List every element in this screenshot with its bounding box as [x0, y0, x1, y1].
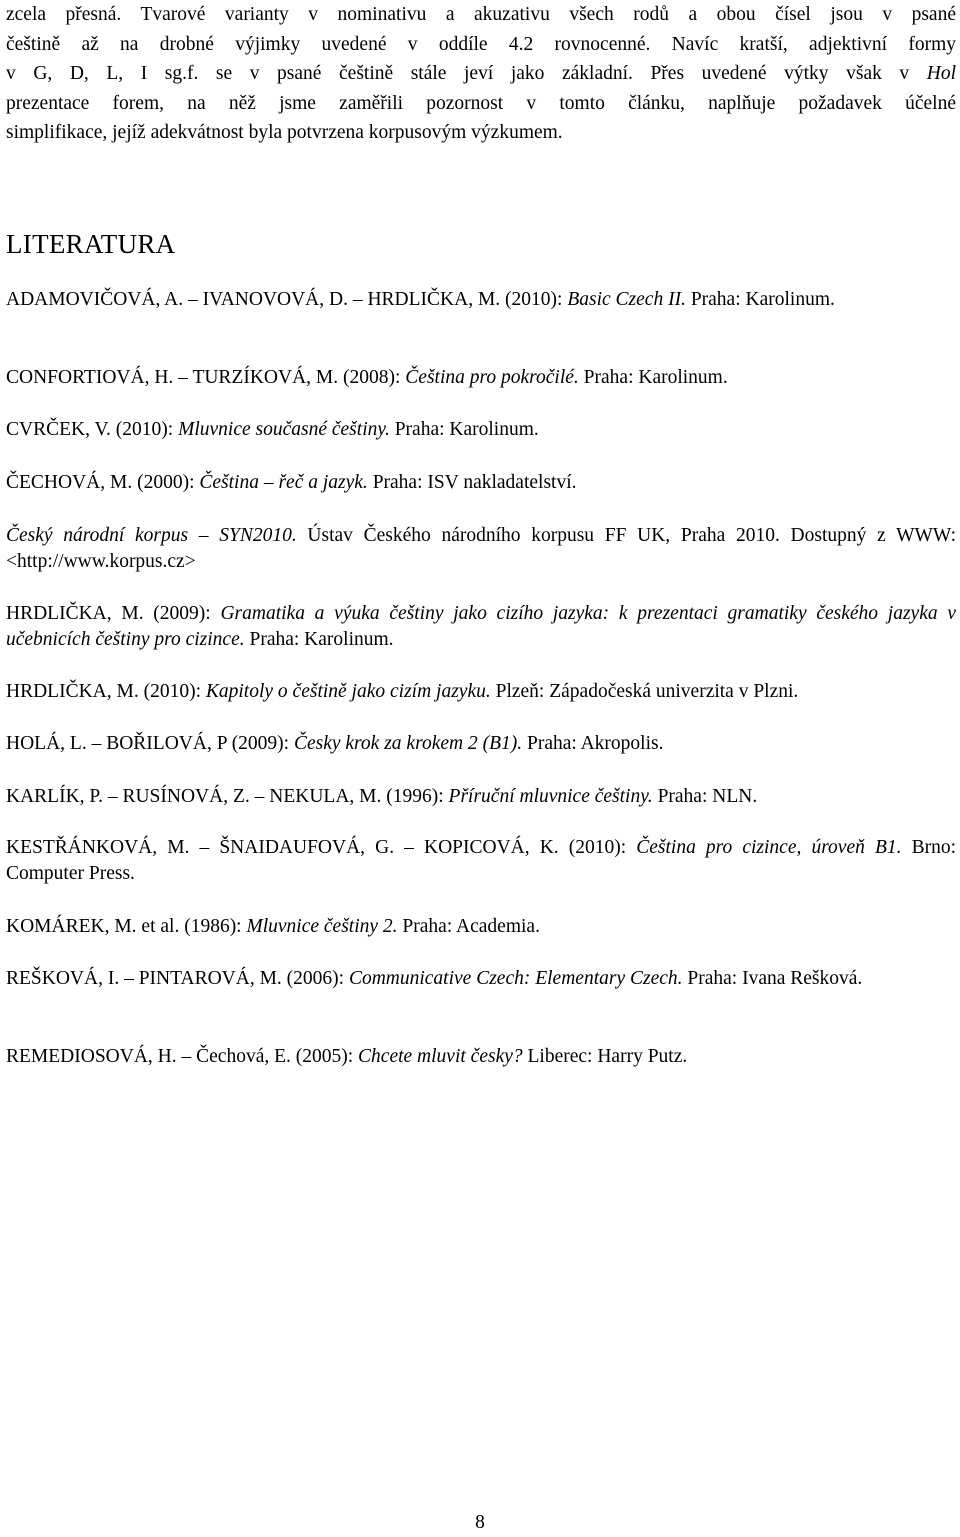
page-number: 8 [475, 1512, 485, 1533]
ref-title: Mluvnice češtiny 2. [246, 916, 398, 937]
ref-authors: HRDLIČKA, M. (2009): [6, 603, 221, 624]
ref-title: Communicative Czech: Elementary Czech. [348, 968, 683, 989]
ref-publisher: Praha: Karolinum. [685, 289, 835, 310]
ref-publisher: Praha: Karolinum. [578, 367, 728, 388]
intro-italic: Hol [926, 63, 956, 84]
ref-authors: CVRČEK, V. (2010): [6, 419, 179, 440]
ref-authors: ADAMOVIČOVÁ, A. – IVANOVOVÁ, D. – HRDLIČKA, M. (2010): [6, 289, 568, 310]
ref-title: Chcete mluvit česky? [358, 1046, 523, 1067]
ref-title: Čeština pro pokročilé. [405, 367, 579, 388]
reference-entry [6, 601, 956, 653]
intro-line: češtině až na drobné výjimky uvedené v oddíle 4.2 rovnocenné. Navíc kratší, adjektivní formy [6, 33, 956, 55]
intro-line: zcela přesná. Tvarové varianty v nominativu a akuzativu všech rodů a obou čísel jsou v psané [6, 4, 956, 25]
reference-entry [6, 679, 956, 705]
ref-publisher: Plzeň: Západočeská univerzita v Plzni. [490, 681, 799, 702]
intro-line: simplifikace, jejíž adekvátnost byla potvrzena korpusovým výzkumem. [6, 122, 563, 143]
ref-title: Gramatika a výuka češtiny jako cizího jazyka: k prezentaci gramatiky českého jazyka v učebnicích češtiny pro cizince. [6, 603, 956, 650]
ref-publisher: Praha: ISV nakladatelství. [367, 472, 577, 493]
ref-authors: CONFORTIOVÁ, H. – TURZÍKOVÁ, M. (2008): [6, 367, 406, 388]
ref-title: Příruční mluvnice češtiny. [448, 786, 653, 807]
ref-publisher: Praha: NLN. [652, 786, 758, 807]
reference-entry [6, 470, 956, 496]
ref-authors: REMEDIOSOVÁ, H. – Čechová, E. (2005): [6, 1046, 359, 1067]
ref-authors: KESTŘÁNKOVÁ, M. – ŠNAIDAUFOVÁ, G. – KOPICOVÁ, K. (2010): [6, 837, 637, 858]
reference-entry [6, 966, 956, 992]
ref-authors: HOLÁ, L. – BOŘILOVÁ, P (2009): [6, 733, 294, 754]
reference-entry [6, 1044, 956, 1070]
reference-entry [6, 784, 956, 810]
reference-entry [6, 365, 956, 391]
ref-title: Čeština pro cizince, úroveň B1. [636, 837, 902, 858]
reference-entry [6, 287, 956, 313]
ref-authors: HRDLIČKA, M. (2010): [6, 681, 206, 702]
ref-authors: KOMÁREK, M. et al. (1986): [6, 916, 247, 937]
intro-line [6, 59, 956, 89]
reference-entry [6, 523, 956, 575]
ref-title: Basic Czech II. [567, 289, 686, 310]
ref-authors: REŠKOVÁ, I. – PINTAROVÁ, M. (2006): [6, 968, 349, 989]
intro-text: v G, D, L, I sg.f. se v psané češtině stále jeví jako základní. Přes uvedené výtky však v [6, 63, 927, 84]
ref-publisher: Praha: Academia. [397, 916, 540, 937]
ref-authors: KARLÍK, P. – RUSÍNOVÁ, Z. – NEKULA, M. (1996): [6, 786, 449, 807]
ref-title: Mluvnice současné češtiny. [178, 419, 390, 440]
ref-title: Čeština – řeč a jazyk. [199, 472, 368, 493]
ref-publisher: Praha: Akropolis. [522, 733, 664, 754]
reference-entry [6, 731, 956, 757]
section-heading: LITERATURA [6, 229, 176, 259]
ref-publisher: Ústav Českého národního korpusu FF UK, Praha 2010. Dostupný z WWW: <http://www.korpus.cz> [6, 525, 956, 572]
intro-paragraph [6, 0, 956, 148]
ref-publisher: Praha: Karolinum. [389, 419, 539, 440]
ref-publisher: Praha: Karolinum. [244, 629, 394, 650]
reference-entry [6, 914, 956, 940]
reference-entry [6, 835, 956, 887]
ref-publisher: Praha: Ivana Rešková. [682, 968, 863, 989]
reference-entry [6, 417, 956, 443]
ref-title: Česky krok za krokem 2 (B1). [293, 733, 523, 754]
ref-authors: ČECHOVÁ, M. (2000): [6, 472, 200, 493]
ref-title: Kapitoly o češtině jako cizím jazyku. [205, 681, 491, 702]
ref-publisher: Liberec: Harry Putz. [522, 1046, 688, 1067]
ref-title: Český národní korpus – SYN2010. [6, 525, 297, 546]
intro-line: prezentace forem, na něž jsme zaměřili pozornost v tomto článku, naplňuje požadavek účelné [6, 92, 956, 114]
ref-publisher: Brno: Computer Press. [6, 837, 956, 884]
